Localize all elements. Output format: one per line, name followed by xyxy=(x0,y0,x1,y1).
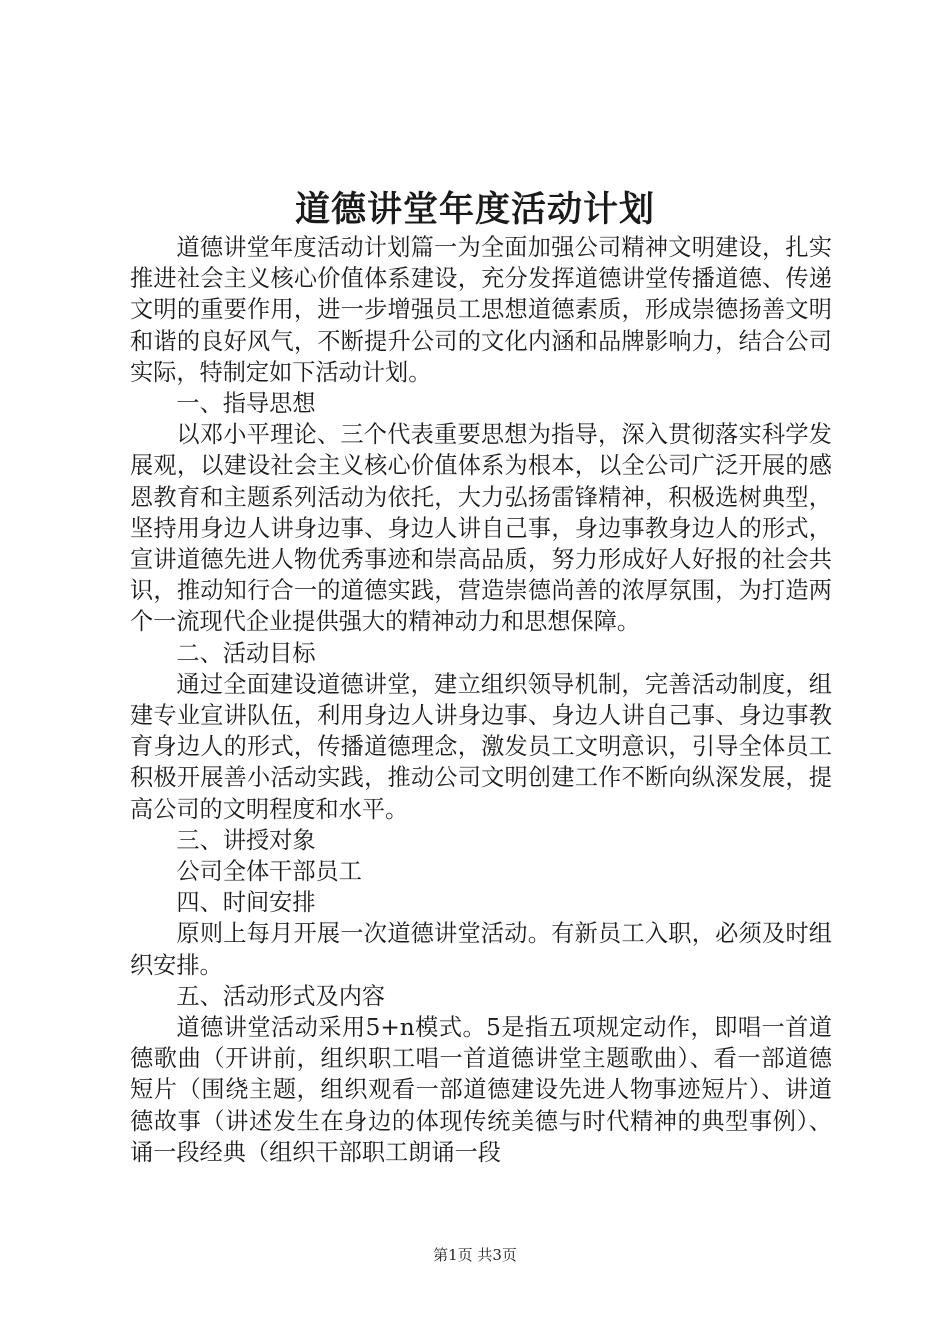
heading-guiding-ideology: 一、指导思想 xyxy=(176,390,316,418)
paragraph-guiding-ideology: 以邓小平理论、三个代表重要思想为指导，深入贯彻落实科学发展观，以建设社会主义核心价值体系为根本，以全公司广泛开展的感恩教育和主题系列活动为依托，大力弘扬雷锋精神，积极选树典型，坚持用身边人讲身边事、身边人讲自己事，身边事教身边人的形式，宣讲道德先进人物优秀事迹和崇高品质，努力形成好人好报的社会共识，推动知行合一的道德实践，营造崇德尚善的浓厚氛围，为打造两个一流现代企业提供强大的精神动力和思想保障。 xyxy=(130,421,832,636)
document-body xyxy=(130,232,832,1168)
document-title: 道德讲堂年度活动计划 xyxy=(294,190,655,230)
paragraph-format-content: 道德讲堂活动采用5+n模式。5是指五项规定动作，即唱一首道德歌曲（开讲前，组织职工唱一首道德讲堂主题歌曲）、看一部道德短片（围绕主题，组织观看一部道德建设先进人物事迹短片）、讲道德故事（讲述发生在身边的体现传统美德与时代精神的典型事例）、诵一段经典（组织干部职工朗诵一段 xyxy=(130,1014,832,1166)
paragraph-audience: 公司全体干部员工 xyxy=(176,858,362,886)
page-number-footer: 第1页 共3页 xyxy=(433,1246,517,1264)
heading-format-content: 五、活动形式及内容 xyxy=(176,982,386,1010)
paragraph-schedule: 原则上每月开展一次道德讲堂活动。有新员工入职，必须及时组织安排。 xyxy=(130,920,832,979)
heading-activity-goals: 二、活动目标 xyxy=(176,639,316,667)
heading-schedule: 四、时间安排 xyxy=(176,889,316,917)
paragraph-activity-goals: 通过全面建设道德讲堂，建立组织领导机制，完善活动制度，组建专业宣讲队伍，利用身边人讲身边事、身边人讲自己事、身边事教育身边人的形式，传播道德理念，激发员工文明意识，引导全体员工积极开展善小活动实践，推动公司文明创建工作不断向纵深发展，提高公司的文明程度和水平。 xyxy=(130,670,832,823)
heading-audience: 三、讲授对象 xyxy=(176,826,316,854)
paragraph-intro: 道德讲堂年度活动计划篇一为全面加强公司精神文明建设，扎实推进社会主义核心价值体系建设，充分发挥道德讲堂传播道德、传递文明的重要作用，进一步增强员工思想道德素质，形成崇德扬善文明和谐的良好风气，不断提升公司的文化内涵和品牌影响力，结合公司实际，特制定如下活动计划。 xyxy=(130,234,832,386)
